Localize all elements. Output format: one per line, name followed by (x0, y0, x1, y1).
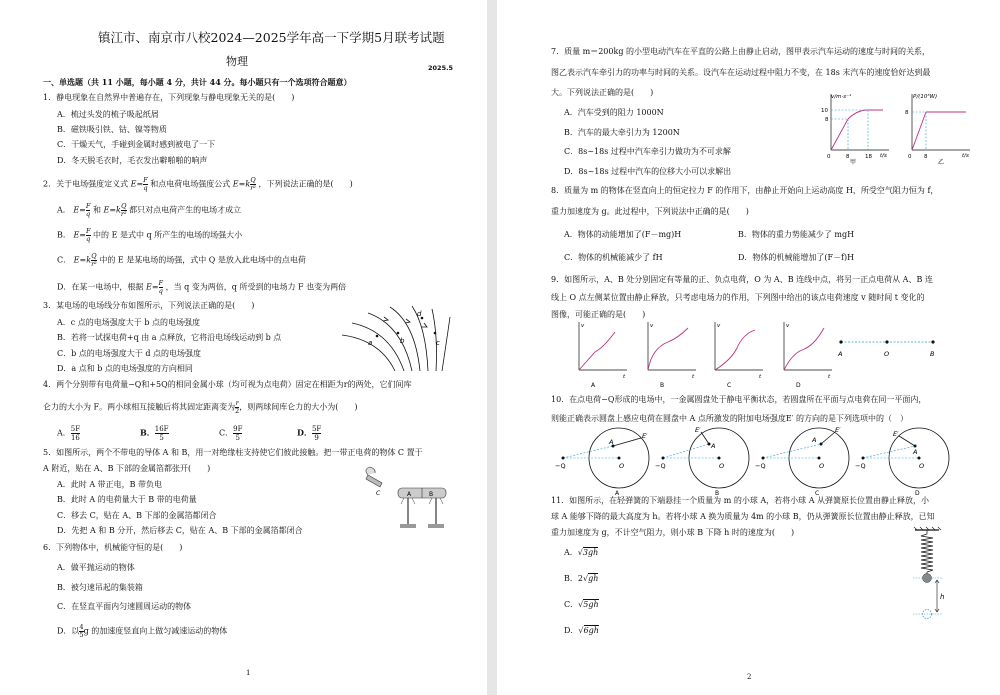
q7-g1-ylabel: v/m·s⁻¹ (831, 94, 852, 100)
q6-d-den: 5 (79, 631, 84, 639)
q9-b-vlabel: v (650, 323, 654, 329)
q7-line2: 图乙表示汽车牵引力的功率与时间的关系。设汽车在运动过程中阻力不变，在 18s 末汽车的速度恰好达到最 (551, 68, 931, 77)
q10-b-label-a: A (711, 442, 716, 450)
q5-line2: A 附近，贴在 A、B 下部的金属箔都张开( ) (43, 464, 211, 473)
q7-g2-xlabel: t/s (962, 153, 969, 159)
q9-d-letter: D (796, 382, 801, 389)
q10-b-charge: −Q (655, 462, 666, 470)
q9-line2: 线上 O 点左侧某位置由静止释放，只考虑电场力的作用，下列图中给出的该点电荷速度 v 随时间 t 变化的 (551, 293, 925, 302)
q2-d-part2: ，当 q 变为两倍，q 所受到的电场力 F 也变为两倍 (165, 282, 347, 292)
q7-g2-caption: 乙 (938, 159, 945, 166)
exam-page-1 (0, 0, 487, 695)
q7-line1: 7．质量 m＝200kg 的小型电动汽车在平直的公路上由静止启动，图甲表示汽车运动的速度与时间的关系， (551, 47, 930, 56)
q11-d-root: 6gh (583, 626, 599, 635)
q10-d-charge: −Q (855, 462, 866, 470)
q4-b-den: 5 (159, 434, 164, 442)
q11-option-b: B．2√gh (564, 574, 599, 583)
q11-line1: 11．如图所示，在轻弹簧的下端悬挂一个质量为 m 的小球 A，若将小球 A 从弹簧原长位置由静止释放，小 (551, 496, 930, 505)
q5-label-a: A (407, 491, 412, 498)
q6-d-num: 4 (79, 623, 84, 631)
q9-line1: 9．如图所示，A、B 处分别固定有等量的正、负点电荷，O 为 A、B 连线中点，将另一正点电荷从 A、B 连 (551, 275, 933, 284)
q10-b-letter: B (715, 490, 720, 497)
q4-d-letter: D． (297, 427, 312, 438)
q10-c-label-a: A (812, 436, 817, 444)
q9-label-b: B (930, 350, 935, 358)
q7-g1-ytick-10: 10 (821, 108, 828, 114)
q9-c-vlabel: v (717, 323, 721, 329)
q10-d-label-o: O (919, 462, 925, 470)
q2-stem-part3: ，下列说法正确的是( ) (258, 179, 353, 189)
q5-label-b: B (429, 491, 434, 498)
q9-graph-b (644, 320, 698, 390)
q10-b-label-o: O (719, 462, 725, 470)
q9-b-letter: B (660, 382, 665, 389)
q9-d-vlabel: v (786, 323, 790, 329)
subject-title: 物理 (226, 55, 248, 68)
q6-option-c: C．在竖直平面内匀速圆周运动的物体 (57, 602, 192, 611)
q6-d-part1: D．以 (57, 626, 80, 636)
q7-velocity-graph (817, 92, 892, 164)
q11-line2: 球 A 能够下降的最大高度为 h。若将小球 A 换为质量为 4m 的小球 B，仍从弹簧原长位置由静止释放，已知 (551, 512, 935, 521)
q10-figure-c (755, 424, 859, 497)
q9-graph-c (711, 320, 765, 390)
q6-stem: 6．下列物体中，机械能守恒的是( ) (43, 543, 183, 552)
q1-option-d: D．冬天脱毛衣时，毛衣发出噼啪啪的响声 (57, 156, 208, 165)
q10-a-label-a: A (609, 438, 614, 446)
q2-b-letter: B． (57, 230, 71, 240)
q2-c-text: 中的 E 是某电场的场强，式中 Q 是放入此电场中的点电荷 (99, 255, 306, 265)
q2-stem: 2．关于电场强度定义式 E= $\frac{F}{q}$ 和点电荷电场强度公式 E=k $\frac{Q}{\text{r²}}$ ，下列说法正确的是( ) (43, 176, 353, 192)
q5-option-b: B．此时 A 的电荷量大于 B 带的电荷量 (57, 495, 197, 504)
q11-option-c: C．√5gh (564, 600, 599, 609)
q4-option-b (140, 425, 169, 442)
q9-graph-a (575, 320, 629, 390)
q10-a-label-o: O (619, 462, 625, 470)
q8-option-c: C．物体的机械能减少了 fH (564, 253, 663, 262)
q11-c-root: 5gh (583, 600, 599, 609)
q7-option-b: B．汽车的最大牵引力为 1200N (564, 128, 680, 137)
q10-figure-d (855, 424, 959, 497)
q3-stem: 3．某电场的电场线分布如图所示，下列说法正确的是( ) (43, 301, 255, 310)
q7-g2-ytick-8: 8 (905, 110, 909, 116)
q8-line1: 8．质量为 m 的物体在竖直向上的恒定拉力 F 的作用下，由静止开始向上运动高度 H，所受空气阻力恒为 f， (551, 186, 939, 195)
q3-field-lines-figure (340, 305, 455, 373)
q7-g1-xtick-8: 8 (846, 154, 850, 160)
q5-option-a: A．此时 A 带正电，B 带负电 (57, 480, 163, 489)
q8-option-b: B．物体的重力势能减少了 mgH (738, 230, 855, 239)
q7-option-c: C．8s~18s 过程中汽车牵引力做功为不可求解 (564, 147, 731, 156)
q6-option-a: A．做平抛运动的物体 (57, 563, 135, 572)
q2-b-text: 中的 E 是式中 q 所产生的电场的场强大小 (93, 230, 243, 240)
q9-a-letter: A (591, 382, 596, 389)
q7-g2-ylabel: P/(10³W) (913, 94, 938, 100)
q10-c-label-o: O (819, 462, 825, 470)
q3-option-c: C．b 点的电场强度大于 d 点的电场强度 (57, 349, 201, 358)
q7-line3: 大。下列说法正确的是( ) (551, 88, 654, 97)
q2-stem-part2: 和点电荷电场强度公式 (150, 179, 231, 189)
page-number-2: 2 (747, 673, 752, 681)
q10-a-charge: −Q (555, 462, 566, 470)
q6-d-part2: g 的加速度竖直向上做匀减速运动的物体 (83, 626, 228, 636)
q7-g2-xtick-8: 8 (924, 154, 928, 160)
q11-spring-figure (907, 526, 957, 626)
q10-c-charge: −Q (755, 462, 766, 470)
q10-d-letter: D (915, 490, 920, 497)
q7-option-a: A．汽车受到的阻力 1000N (564, 108, 664, 117)
q1-option-a: A．梳过头发的梳子吸起纸屑 (57, 110, 159, 119)
q4-option-c (219, 425, 242, 442)
q2-a-text: 都只对点电荷产生的电场才成立 (129, 205, 242, 215)
q4-c-den: 5 (235, 434, 241, 442)
q2-option-c: C． E=k $\frac{Q}{\text{r²}}$ 中的 E 是某电场的场强，式中 Q 是放入此电场中的点电荷 (57, 252, 306, 268)
q5-option-c: C．移去 C，贴在 A、B 下部的金属箔都闭合 (57, 511, 217, 520)
q2-option-a: A． E= $\frac{F}{q}$ 和 E=k $\frac{Q}{\text{r²}}$ 都只对点电荷产生的电场才成立 (57, 202, 242, 218)
q6-option-d (57, 624, 227, 639)
q10-b-label-e: E′ (695, 426, 701, 434)
q11-a-letter: A． (564, 548, 578, 557)
section-heading: 一、单选题（共 11 小题，每小题 4 分，共计 44 分。每小题只有一个选项符合题意） (43, 77, 352, 87)
q2-d-part1: D．在某一电场中，根据 (57, 282, 144, 292)
q7-g1-xlabel: t/s (880, 153, 887, 159)
q11-option-d: D．√6gh (564, 626, 599, 635)
q11-b-root: gh (588, 574, 599, 583)
q11-label-h: h (940, 593, 945, 601)
q9-b-tlabel: t (692, 374, 695, 380)
q2-option-b: B． E= $\frac{F}{q}$ 中的 E 是式中 q 所产生的电场的场强大小 (57, 227, 243, 243)
q1-option-c: C．干燥天气，手碰到金属时感到被电了一下 (57, 140, 216, 149)
q8-option-d: D．物体的机械能增加了(F－f)H (738, 253, 855, 262)
q7-g1-caption: 甲 (850, 159, 857, 166)
q9-a-tlabel: t (623, 374, 626, 380)
q10-line2: 则能正确表示圆盘上感应电荷在圆盘中 A 点所激发的附加电场强度E′ 的方向的是下列选项中的（ ） (551, 414, 909, 423)
q11-d-letter: D． (564, 626, 579, 635)
q7-g1-ytick-8: 8 (825, 117, 829, 123)
q7-g1-xtick-18: 18 (865, 154, 872, 160)
q9-c-letter: C (727, 382, 732, 389)
q5-conductors-figure (360, 465, 460, 535)
q11-line3: 重力加速度为 g，不计空气阻力，则小球 B 下降 h 时的速度为( ) (551, 528, 795, 537)
q2-stem-part1: 2．关于电场强度定义式 (43, 179, 129, 189)
exam-page-2 (497, 0, 1000, 695)
q5-line1: 5．如图所示，两个不带电的导体 A 和 B，用一对绝缘柱支持使它们彼此接触。把一带正电荷的物体 C 置于 (43, 448, 423, 457)
q4-a-letter: A． (57, 428, 71, 438)
q9-line3: 图像，可能正确的是( ) (551, 310, 646, 319)
q5-label-c: C (376, 490, 381, 497)
q4-line1: 4．两个分别带有电荷量−Q和+5Q的相同金属小球（均可视为点电荷）固定在相距为r的两处，它们间库 (43, 380, 412, 389)
q10-line1: 10．在点电荷−Q形成的电场中，一金属圆盘处于静电平衡状态，若圆盘所在平面与点电荷在同一平面内， (551, 395, 927, 404)
q3-option-a: A．c 点的电场强度大于 b 点的电场强度 (57, 318, 201, 327)
q10-c-label-e: E′ (835, 426, 841, 434)
q4-a-num: 5F (70, 425, 81, 433)
q4-line2-part1: 仑力的大小为 F。两小球相互接触后将其固定距离变为 (43, 402, 236, 412)
q2-a-joiner: 和 (92, 205, 101, 215)
q10-d-label-a: A (913, 448, 918, 456)
exam-title: 镇江市、南京市八校2024—2025学年高一下学期5月联考试题 (98, 30, 445, 45)
q9-label-o: O (884, 350, 890, 358)
q4-line2-part2: ，则两球间库仑力的大小为( ) (239, 402, 358, 412)
q9-a-vlabel: v (581, 323, 585, 329)
q8-line2: 重力加速度为 g。此过程中，下列说法中正确的是( ) (551, 207, 749, 216)
q4-d-den: 9 (314, 434, 319, 442)
q7-g1-xtick-0: 0 (827, 154, 831, 160)
q7-power-graph (900, 92, 980, 164)
q4-c-letter: C． (219, 428, 234, 438)
q4-option-a (57, 425, 80, 442)
q10-a-label-e: E′ (642, 432, 648, 440)
q4-option-d (297, 425, 321, 442)
q9-d-tlabel: t (828, 374, 831, 380)
q11-a-root: 3gh (582, 548, 599, 557)
q3-label-b: b (400, 337, 405, 345)
q6-option-b: B．被匀速吊起的集装箱 (57, 583, 143, 592)
q11-c-letter: C． (564, 600, 579, 609)
q4-b-letter: B． (140, 427, 155, 438)
q8-option-a: A．物体的动能增加了(F－mg)H (564, 230, 682, 239)
q10-d-label-e: E′ (893, 430, 899, 438)
q1-stem: 1．静电现象在自然界中普遍存在，下列现象与静电现象无关的是( ) (43, 93, 295, 102)
q9-c-tlabel: t (759, 374, 762, 380)
q3-label-a: a (368, 339, 373, 347)
q3-label-c: c (436, 339, 440, 347)
q2-c-letter: C． (57, 255, 72, 265)
q10-figure-b (655, 424, 759, 497)
q4-b-num: 16F (154, 425, 169, 433)
q4-a-den: 16 (70, 434, 80, 442)
q10-figure-a (555, 424, 659, 497)
q11-b-letter: B． (564, 574, 578, 583)
q3-option-b: B．若将一试探电荷+q 由 a 点释放，它将沿电场线运动到 b 点 (57, 333, 282, 342)
q9-label-a: A (838, 350, 843, 358)
page-number-1: 1 (246, 669, 251, 677)
q4-line2: 仑力的大小为 F。两小球相互接触后将其固定距离变为 $\frac{r}{2}$ ，则两球间库仑力的大小为( ) (43, 399, 358, 415)
q9-charge-line-figure (837, 330, 947, 360)
q2-option-d: D．在某一电场中，根据 E= $\frac{F}{q}$ ，当 q 变为两倍，q 所受到的电场力 F 也变为两倍 (57, 279, 347, 295)
q4-c-num: 9F (233, 425, 243, 433)
q3-label-d: d (417, 310, 422, 318)
q7-option-d: D．8s~18s 过程中汽车的位移大小可以求解出 (564, 167, 732, 176)
q2-a-letter: A． (57, 205, 71, 215)
q7-g2-xtick-0: 0 (908, 154, 912, 160)
q1-option-b: B．磁铁吸引铁、钴、镍等物质 (57, 125, 167, 134)
q5-option-d: D．先把 A 和 B 分开，然后移去 C，贴在 A、B 下部的金属箔都闭合 (57, 526, 303, 535)
q9-graph-d (780, 320, 834, 390)
q4-d-num: 5F (311, 425, 322, 433)
q10-c-letter: C (815, 490, 820, 497)
exam-date: 2025.5 (428, 64, 454, 72)
q11-b-coef: 2 (577, 574, 583, 583)
q11-option-a: A．√3gh (564, 548, 599, 557)
q3-option-d: D．a 点和 b 点的电场强度的方向相同 (57, 364, 193, 373)
q10-a-letter: A (615, 490, 620, 497)
